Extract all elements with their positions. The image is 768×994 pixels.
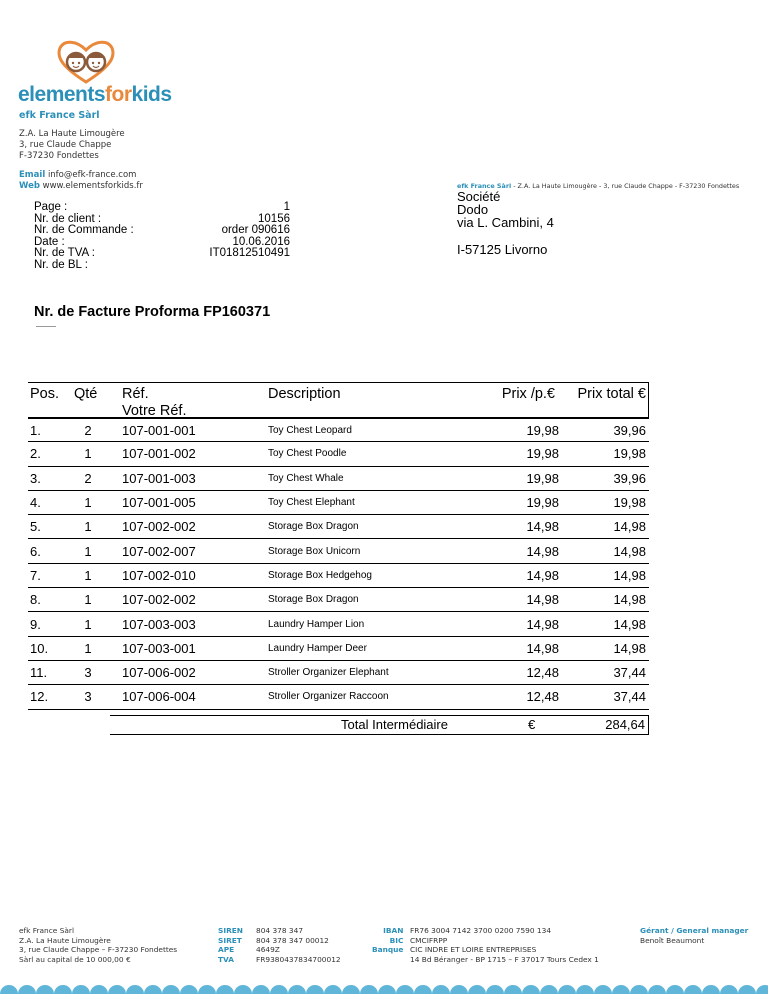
row-ref: 107-002-007 [122,543,196,559]
wave-scallop [108,985,126,994]
footer-bank-values: FR76 3004 7142 3700 0200 7590 134 CMCIFRPP CIC INDRE ET LOIRE ENTREPRISES 14 Bd Béranger - BP 1715 – F 37017 Tours Cedex 1 [410,926,599,964]
meta-label: Page : [34,201,68,213]
row-ref: 107-002-002 [122,519,196,535]
table-row [28,515,649,539]
row-pos: 8. [30,592,41,608]
meta-value: 1 [283,201,290,213]
row-qty: 3 [84,665,92,681]
row-unit-price: 12,48 [526,689,559,705]
wave-scallop [306,985,324,994]
meta-value: 10156 [258,212,290,225]
row-total-price: 14,98 [613,567,646,583]
wave-scallop [432,985,450,994]
wave-scallop [234,985,252,994]
sender-block [19,110,143,192]
header-qty: Qté [74,386,98,402]
row-ref: 107-001-002 [122,446,196,462]
subtotal-value: 284,64 [605,716,645,732]
row-pos: 1. [30,422,41,438]
row-description: Laundry Hamper Deer [268,642,367,654]
recipient-city: I-57125 Livorno [457,242,548,257]
meta-value: IT01812510491 [209,247,290,259]
row-qty: 2 [84,422,92,438]
table-row [28,467,649,491]
row-ref: 107-006-002 [122,665,196,681]
meta-values [150,202,290,260]
row-total-price: 39,96 [613,422,646,438]
table-row [28,418,649,442]
wave-scallop [270,985,288,994]
row-total-price: 39,96 [613,470,646,486]
wave-scallop [378,985,396,994]
wave-scallop [90,985,108,994]
table-header-row [28,382,649,418]
web-link[interactable]: www.elementsforkids.fr [42,181,143,191]
wave-scallop [342,985,360,994]
recipient-address [457,190,554,256]
title-divider [36,326,56,327]
row-pos: 5. [30,519,41,535]
row-unit-price: 14,98 [526,616,559,632]
wave-scallop [522,985,540,994]
header-pos: Pos. [30,386,60,402]
row-description: Toy Chest Poodle [268,448,347,460]
row-total-price: 19,98 [613,495,646,511]
wave-scallop [576,985,594,994]
meta-value: order 090616 [221,224,290,236]
table-row [28,637,649,661]
wave-scallop [756,985,768,994]
meta-value: 10.06.2016 [232,235,290,248]
row-qty: 1 [84,519,92,535]
row-unit-price: 14,98 [526,567,559,583]
row-pos: 2. [30,446,41,462]
row-pos: 3. [30,470,41,486]
row-unit-price: 19,98 [526,495,559,511]
table-row [28,612,649,636]
row-qty: 1 [84,616,92,632]
sender-web: Web www.elementsforkids.fr [19,181,143,191]
wave-scallop [450,985,468,994]
table-row [28,661,649,685]
row-description: Stroller Organizer Raccoon [268,691,389,703]
row-description: Toy Chest Leopard [268,424,352,436]
subtotal-row [110,715,649,735]
wave-scallop [126,985,144,994]
row-pos: 9. [30,616,41,632]
sender-email: Email info@efk-france.com [19,170,137,180]
row-ref: 107-003-003 [122,616,196,632]
footer-id-values: 804 378 347 804 378 347 00012 4649Z FR9380437834700012 [256,926,341,964]
row-ref: 107-001-003 [122,470,196,486]
footer-manager: Gérant / General manager Benoît Beaumont [640,926,749,945]
row-pos: 4. [30,495,41,511]
wave-scallop [648,985,666,994]
recipient-line: via L. Cambini, 4 [457,215,554,230]
row-total-price: 14,98 [613,640,646,656]
row-ref: 107-002-002 [122,592,196,608]
sender-address-line: Z.A. La Haute Limougère [19,129,125,139]
row-pos: 6. [30,543,41,559]
wave-scallop [198,985,216,994]
wave-scallop [486,985,504,994]
sender-address-line: F-37230 Fondettes [19,151,99,161]
kids-heart-logo-icon [54,38,118,84]
table-row [28,539,649,563]
wave-scallop [216,985,234,994]
row-qty: 1 [84,446,92,462]
footer-address: efk France Sàrl Z.A. La Haute Limougère 3, rue Claude Chappe – F-37230 Fondettes Sàrl au capital de 10 000,00 € [19,926,178,964]
row-total-price: 14,98 [613,543,646,559]
wave-scallop [720,985,738,994]
wave-scallop [54,985,72,994]
table-row [28,685,649,709]
row-description: Storage Box Unicorn [268,545,361,557]
subtotal-label: Total Intermédiaire [341,716,448,732]
wave-scallop [180,985,198,994]
meta-label: Nr. de BL : [34,258,88,271]
subtotal-currency: € [528,716,536,732]
row-description: Stroller Organizer Elephant [268,667,389,679]
row-total-price: 14,98 [613,616,646,632]
meta-label: Nr. de Commande : [34,224,134,236]
row-pos: 12. [30,689,49,705]
row-total-price: 37,44 [613,689,646,705]
header-description: Description [268,386,341,402]
sender-address-line: 3, rue Claude Chappe [19,140,112,150]
meta-labels [34,202,134,271]
email-link[interactable]: info@efk-france.com [47,170,137,180]
wave-scallop [558,985,576,994]
wave-scallop [504,985,522,994]
wave-scallop [414,985,432,994]
row-unit-price: 19,98 [526,470,559,486]
row-total-price: 19,98 [613,446,646,462]
decorative-wave-border [0,983,768,994]
wave-scallop [72,985,90,994]
row-unit-price: 14,98 [526,543,559,559]
row-unit-price: 14,98 [526,640,559,656]
wave-scallop [360,985,378,994]
row-qty: 3 [84,689,92,705]
recipient-line: Dodo [457,202,489,217]
table-row [28,588,649,612]
row-description: Storage Box Hedgehog [268,569,372,581]
header-total-price: Prix total € [577,386,646,402]
wave-scallop [252,985,270,994]
footer-id-keys: SIREN SIRET APE TVA [218,926,243,964]
row-qty: 1 [84,640,92,656]
header-ref: Réf. Votre Réf. [122,386,187,419]
invoice-title: Nr. de Facture Proforma FP160371 [34,304,271,320]
row-unit-price: 19,98 [526,446,559,462]
row-pos: 7. [30,567,41,583]
wave-scallop [144,985,162,994]
wave-scallop [630,985,648,994]
wave-scallop [0,985,18,994]
row-unit-price: 12,48 [526,665,559,681]
row-description: Toy Chest Whale [268,472,344,484]
row-description: Laundry Hamper Lion [268,618,365,630]
wave-scallop [396,985,414,994]
wave-scallop [540,985,558,994]
row-description: Storage Box Dragon [268,521,359,533]
row-qty: 2 [84,470,92,486]
row-total-price: 14,98 [613,592,646,608]
row-ref: 107-006-004 [122,689,196,705]
row-qty: 1 [84,543,92,559]
wave-scallop [324,985,342,994]
table-row [28,564,649,588]
company-logo [18,38,172,108]
row-ref: 107-001-001 [122,422,196,438]
brand-wordmark: elementsforkids [18,83,172,106]
row-unit-price: 19,98 [526,422,559,438]
row-pos: 11. [30,665,48,681]
meta-label: Nr. de client : [34,212,102,225]
recipient-line: Société [457,189,501,204]
wave-scallop [18,985,36,994]
wave-scallop [702,985,720,994]
row-total-price: 14,98 [613,519,646,535]
meta-label: Nr. de TVA : [34,247,95,259]
wave-scallop [666,985,684,994]
header-unit-price: Prix /p.€ [501,386,555,402]
invoice-items-table [28,382,649,735]
wave-scallop [288,985,306,994]
meta-label: Date : [34,235,65,248]
row-ref: 107-003-001 [122,640,196,656]
row-description: Toy Chest Elephant [268,497,355,509]
row-total-price: 37,44 [613,665,646,681]
row-ref: 107-001-005 [122,495,196,511]
wave-scallop [612,985,630,994]
footer-bank-keys: IBAN BIC Banque [372,926,404,954]
table-body [28,418,649,710]
return-address-line: efk France Sàrl - Z.A. La Haute Limougère - 3, rue Claude Chappe - F-37230 Fondettes [457,182,740,190]
sender-company: efk France Sàrl [19,110,100,121]
table-row [28,442,649,466]
wave-scallop [684,985,702,994]
row-ref: 107-002-010 [122,567,196,583]
row-unit-price: 14,98 [526,592,559,608]
wave-scallop [738,985,756,994]
wave-scallop [162,985,180,994]
wave-scallop [468,985,486,994]
row-qty: 1 [84,592,92,608]
row-pos: 10. [30,640,49,656]
row-description: Storage Box Dragon [268,594,359,606]
row-unit-price: 14,98 [526,519,559,535]
row-qty: 1 [84,495,92,511]
wave-scallop [36,985,54,994]
wave-scallop [594,985,612,994]
table-row [28,491,649,515]
row-qty: 1 [84,567,92,583]
